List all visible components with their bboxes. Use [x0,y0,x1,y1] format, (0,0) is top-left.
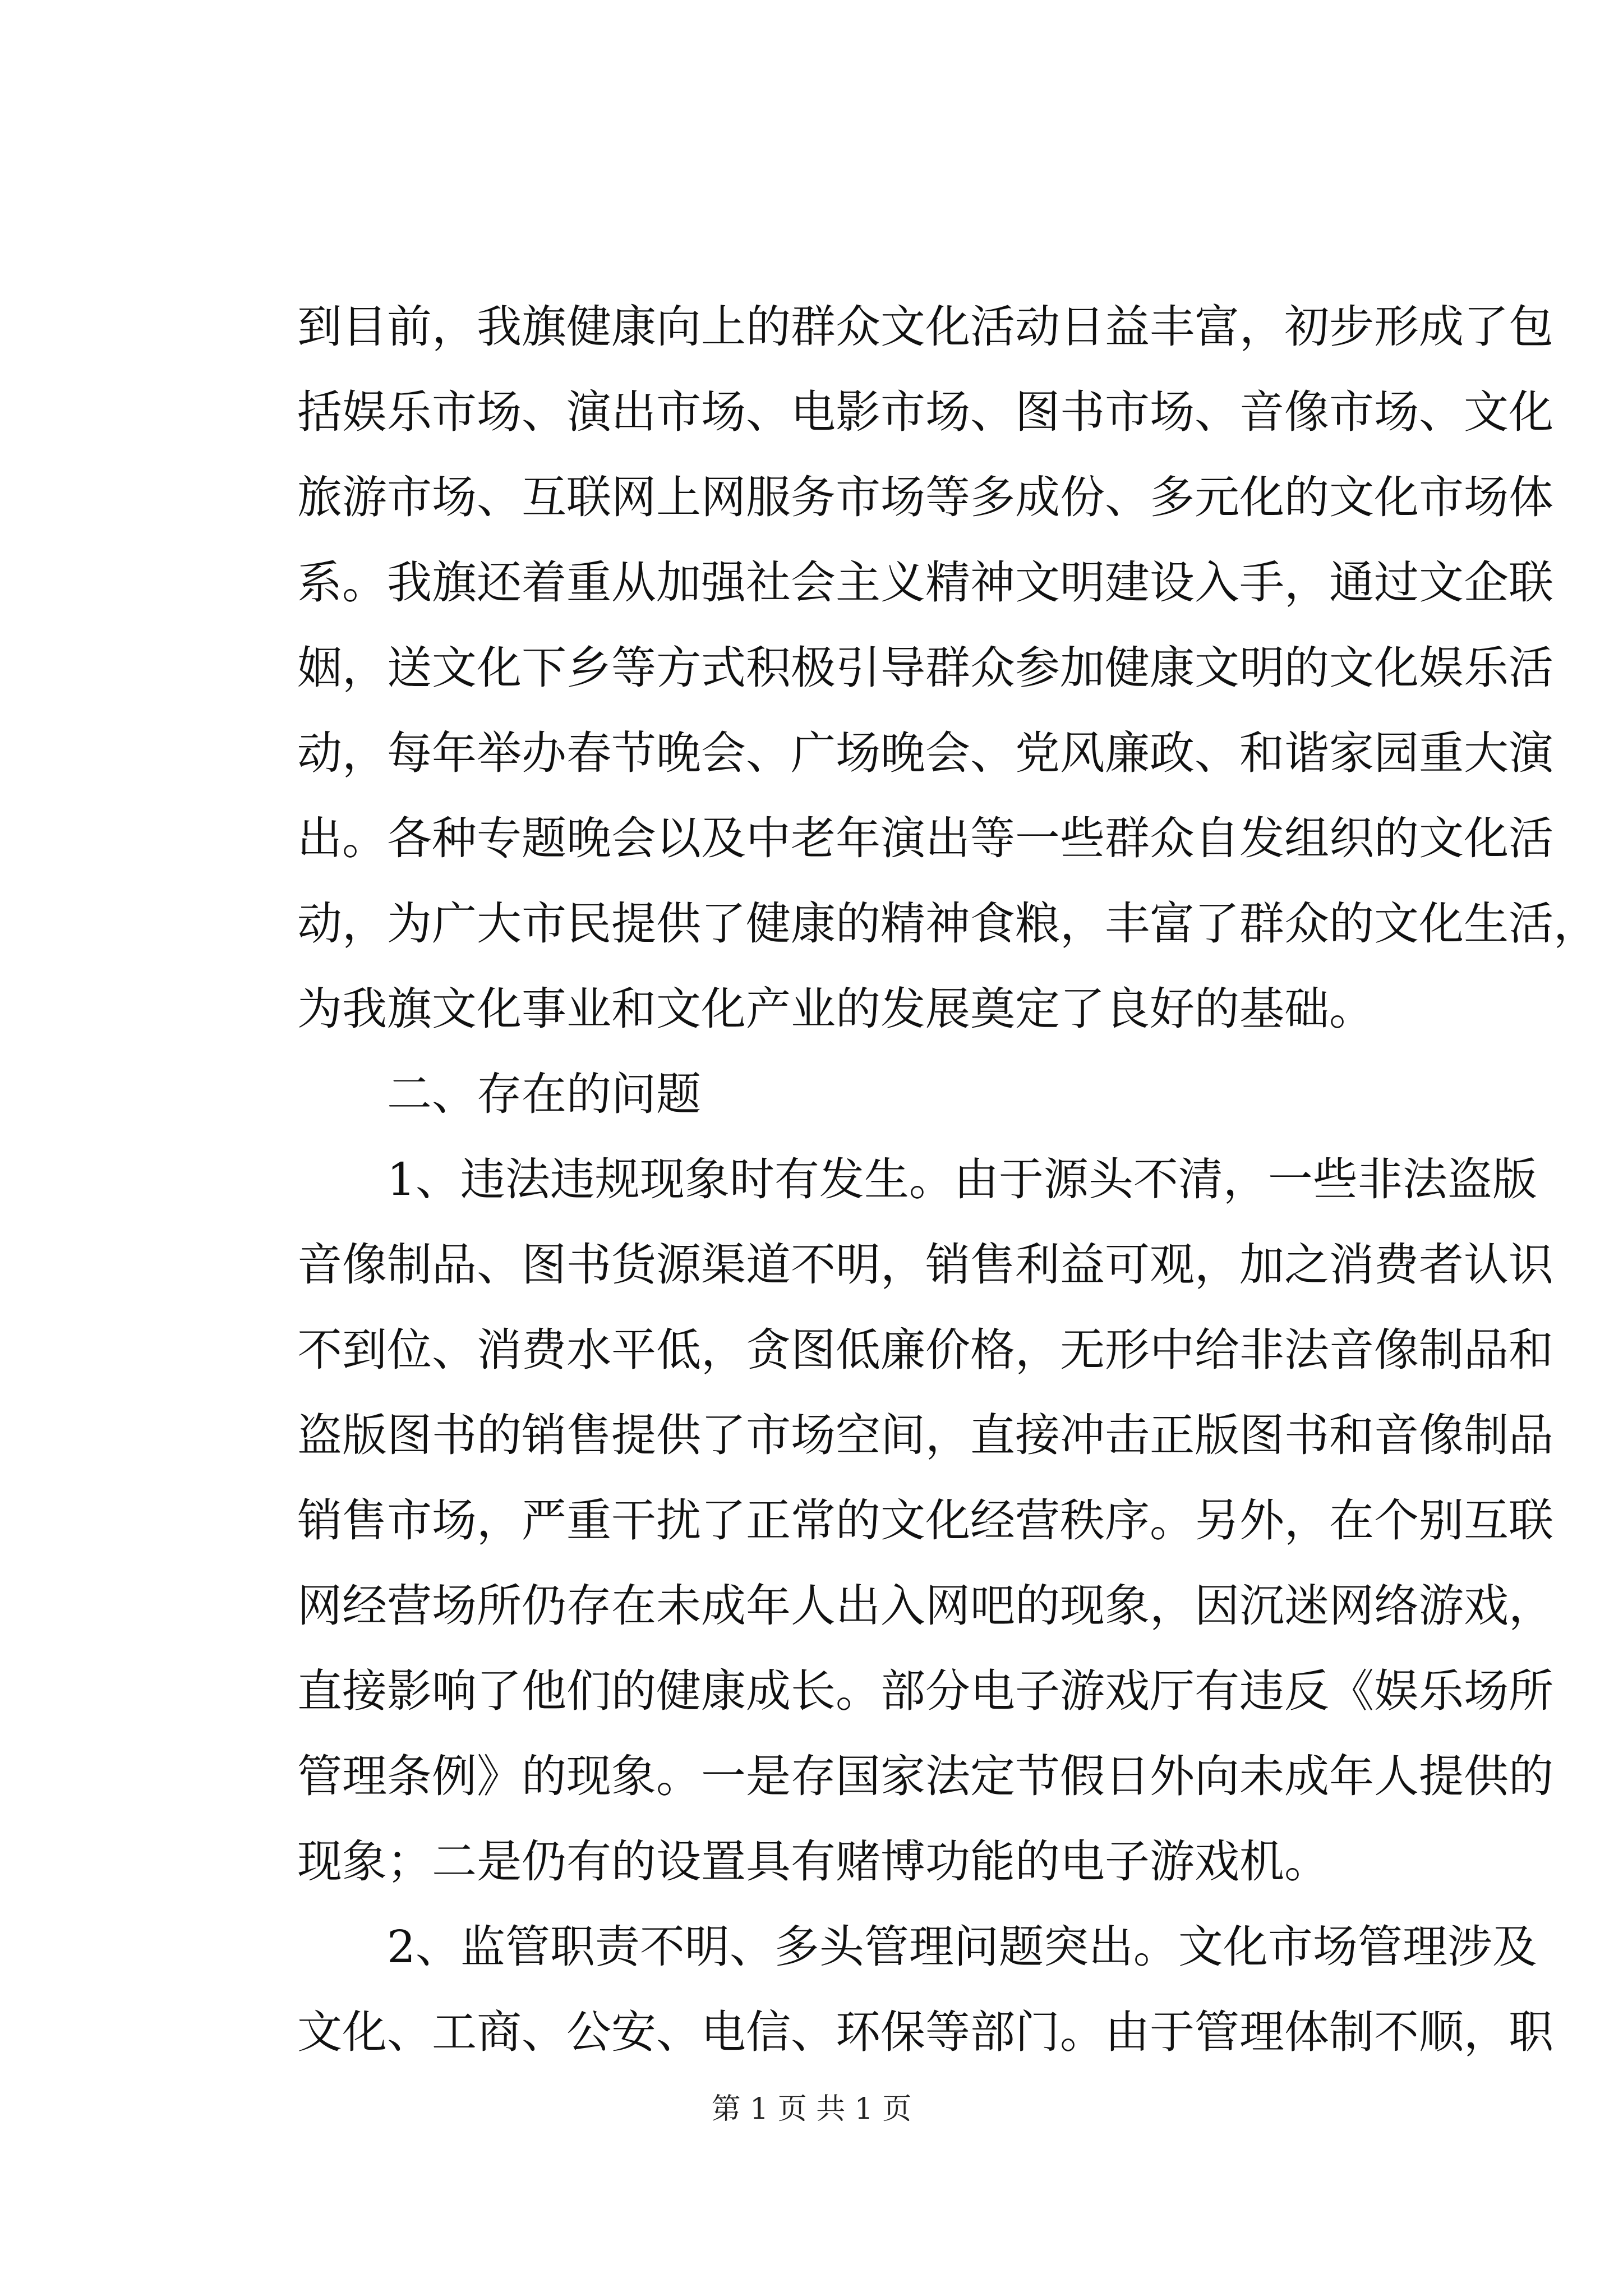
text-line-21: 文化、工商、公安、电信、环保等部门。由于管理体制不顺，职 [297,2006,1553,2058]
text-line-6: 动，每年举办春节晚会、广场晚会、党风廉政、和谐家园重大演 [297,727,1553,779]
text-line-20: 2、监管职责不明、多头管理问题突出。文化市场管理涉及 [387,1921,1537,1973]
text-line-1: 到目前，我旗健康向上的群众文化活动日益丰富，初步形成了包 [297,301,1553,353]
text-line-3: 旅游市场、互联网上网服务市场等多成份、多元化的文化市场体 [297,471,1553,523]
text-line-18: 管理条例》的现象。一是存国家法定节假日外向未成年人提供的 [297,1750,1553,1802]
text-line-13: 不到位、消费水平低，贪图低廉价格，无形中给非法音像制品和 [297,1324,1553,1376]
text-line-17: 直接影响了他们的健康成长。部分电子游戏厅有违反《娱乐场所 [297,1665,1553,1717]
page-number-footer: 第 1 页 共 1 页 [711,2092,912,2126]
section-heading: 二、存在的问题 [387,1068,701,1120]
text-line-19: 现象；二是仍有的设置具有赌博功能的电子游戏机。 [297,1835,1329,1888]
text-line-8: 动，为广大市民提供了健康的精神食粮，丰富了群众的文化生活， [297,898,1598,950]
text-line-14: 盗版图书的销售提供了市场空间，直接冲击正版图书和音像制品 [297,1409,1553,1461]
text-line-2: 括娱乐市场、演出市场、电影市场、图书市场、音像市场、文化 [297,386,1553,438]
text-line-9: 为我旗文化事业和文化产业的发展奠定了良好的基础。 [297,983,1374,1035]
text-line-7: 出。各种专题晚会以及中老年演出等一些群众自发组织的文化活 [297,812,1553,864]
text-line-12: 音像制品、图书货源渠道不明，销售利益可观，加之消费者认识 [297,1239,1553,1291]
text-line-4: 系。我旗还着重从加强社会主义精神文明建设入手，通过文企联 [297,556,1553,609]
text-line-11: 1、违法违规现象时有发生。由于源头不清，一些非法盗版 [387,1153,1537,1205]
text-line-16: 网经营场所仍存在未成年人出入网吧的现象，因沉迷网络游戏， [297,1580,1553,1632]
text-line-5: 姻，送文化下乡等方式积极引导群众参加健康文明的文化娱乐活 [297,642,1553,694]
text-line-15: 销售市场，严重干扰了正常的文化经营秩序。另外，在个别互联 [297,1494,1553,1547]
